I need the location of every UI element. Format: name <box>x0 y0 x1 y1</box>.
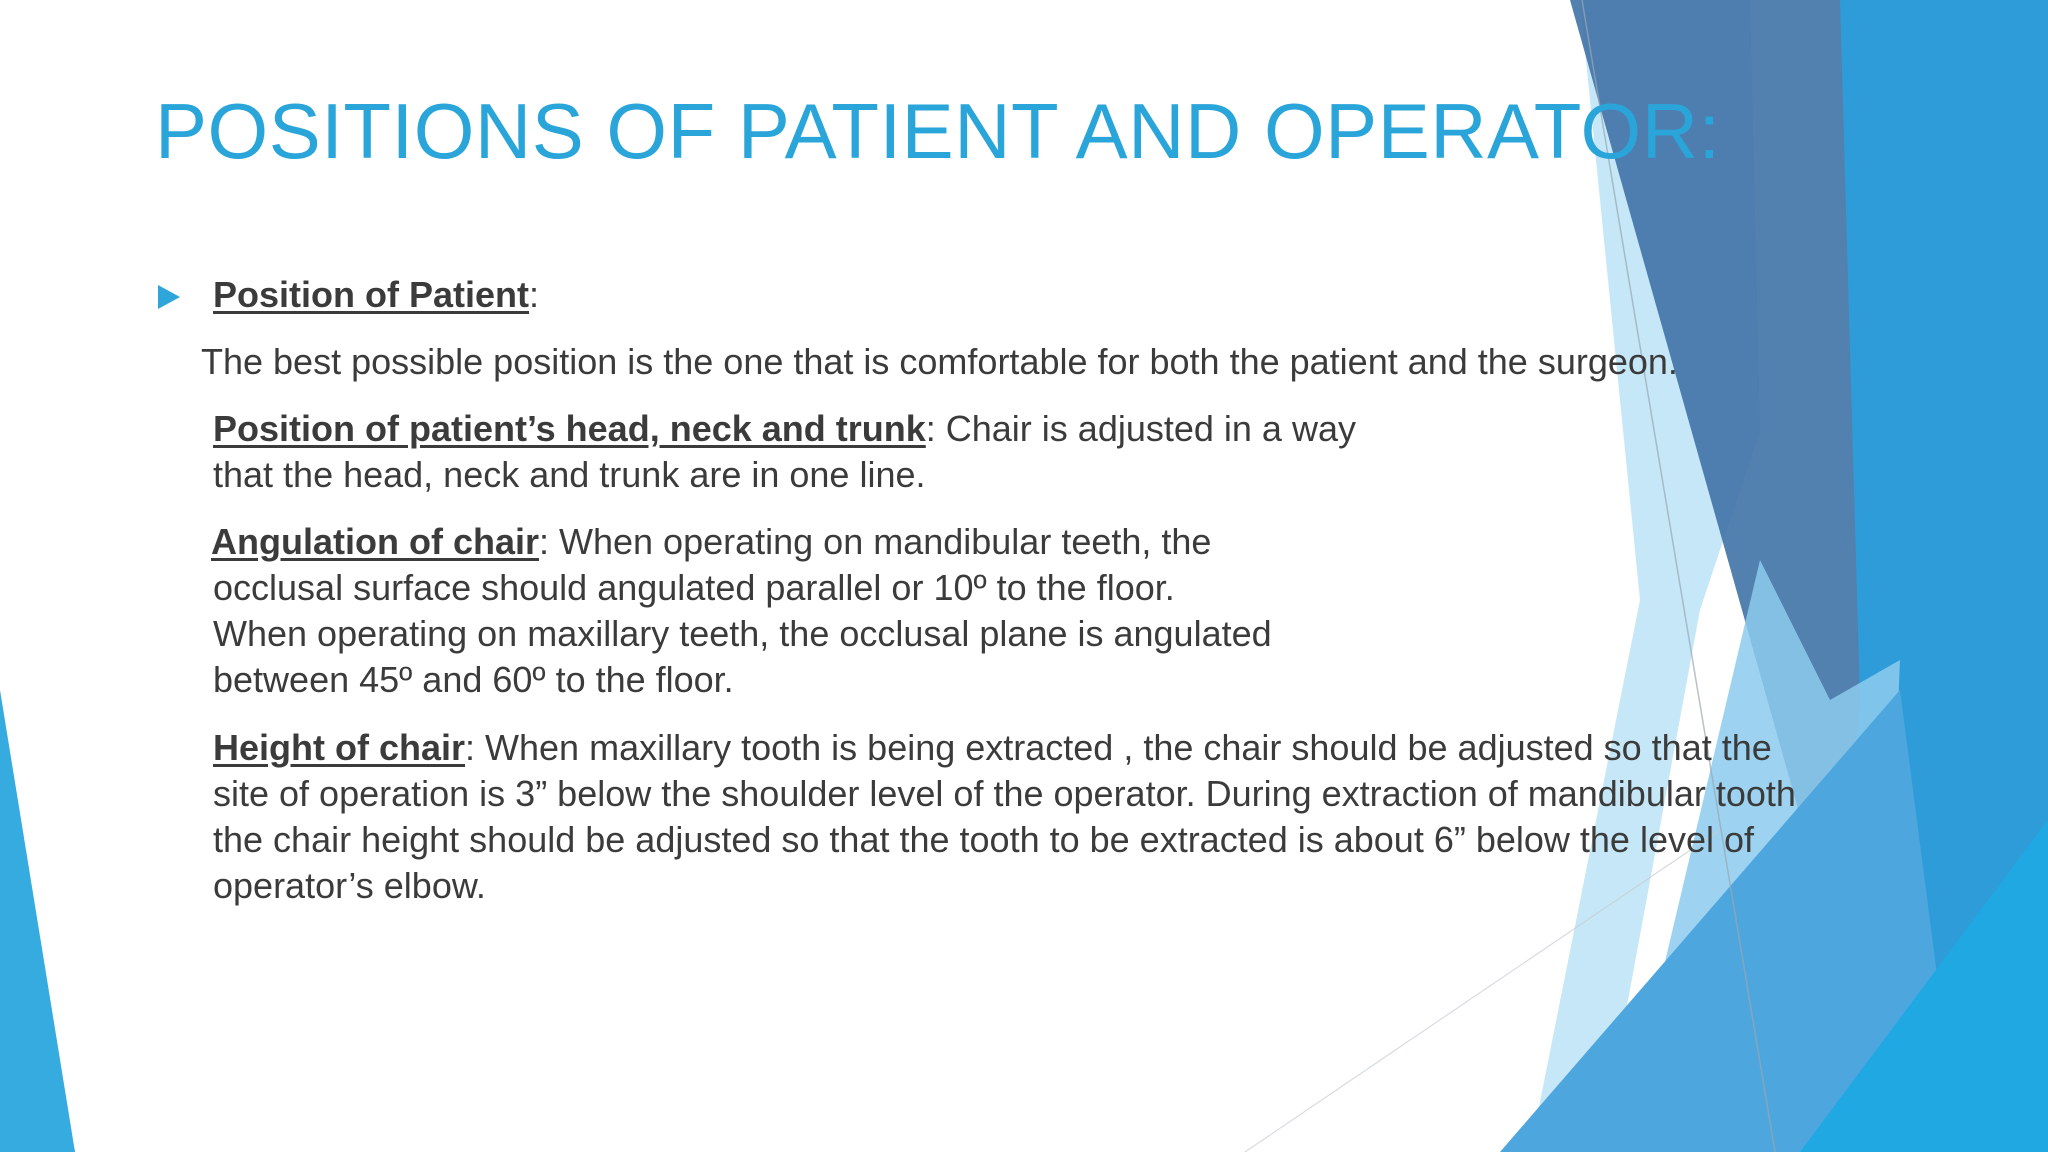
position-heading-line <box>213 272 539 318</box>
triangle-right-icon <box>158 285 180 309</box>
angulation-text: : When operating on mandibular teeth, the <box>539 521 1212 562</box>
angulation-line-1 <box>211 519 1211 565</box>
page-title: POSITIONS OF PATIENT AND OPERATOR: <box>155 87 1721 175</box>
height-heading: Height of chair <box>213 727 466 768</box>
height-text: : When maxillary tooth is being extracted , the chair should be adjusted so that the <box>465 727 1772 768</box>
height-line-2: site of operation is 3” below the shoulder level of the operator. During extraction of mandibular tooth <box>213 773 1796 814</box>
height-line-3: the chair height should be adjusted so that the tooth to be extracted is about 6” below the level of <box>213 819 1755 860</box>
angulation-line-4: between 45º and 60º to the floor. <box>213 659 734 700</box>
head-neck-line-2: that the head, neck and trunk are in one line. <box>213 454 926 495</box>
position-heading: Position of Patient <box>213 274 530 315</box>
intro-text: The best possible position is the one that is comfortable for both the patient and the surgeon. <box>201 341 1678 382</box>
head-neck-line-1 <box>213 406 1356 452</box>
height-line-4: operator’s elbow. <box>213 865 486 906</box>
angulation-heading: Angulation of chair <box>211 521 539 562</box>
head-neck-text: : Chair is adjusted in a way <box>925 408 1356 449</box>
angulation-line-2: occlusal surface should angulated parallel or 10º to the floor. <box>213 567 1175 608</box>
angulation-line-3: When operating on maxillary teeth, the occlusal plane is angulated <box>213 613 1272 654</box>
height-line-1 <box>213 725 1772 771</box>
position-heading-colon: : <box>529 274 540 315</box>
head-neck-heading: Position of patient’s head, neck and trunk <box>213 408 926 449</box>
